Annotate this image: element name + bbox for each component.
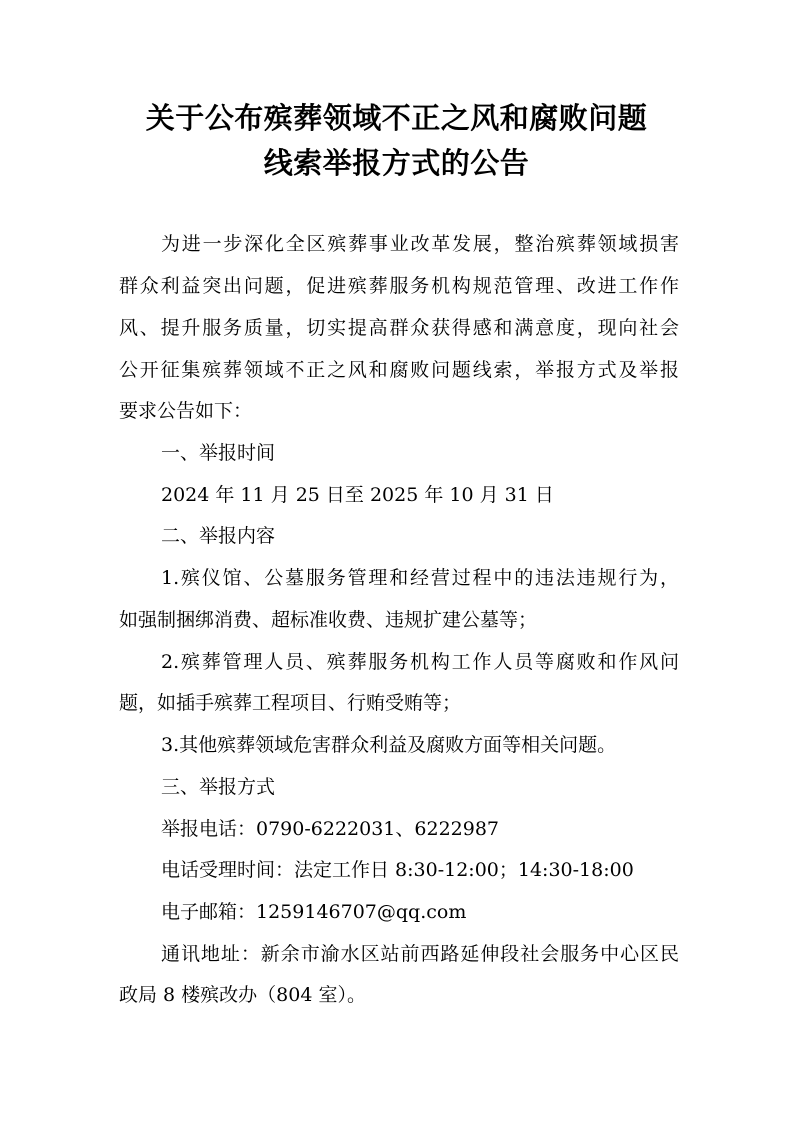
- title-line-2: 线索举报方式的公告: [263, 146, 530, 180]
- intro-line-4: 公开征集殡葬领域不正之风和腐败问题线索，举报方式及举报: [119, 359, 679, 381]
- section-heading-method: 三、举报方式: [161, 776, 276, 798]
- address-line-1: 通讯地址：新余市渝水区站前西路延伸段社会服务中心区民: [161, 943, 679, 965]
- content-item-1-line-2: 如强制捆绑消费、超标准收费、违规扩建公墓等；: [119, 609, 538, 631]
- phone-hours: 电话受理时间：法定工作日 8:30-12:00；14:30-18:00: [161, 859, 634, 881]
- intro-line-2: 群众利益突出问题，促进殡葬服务机构规范管理、改进工作作: [119, 275, 679, 297]
- content-item-2-line-1: 2.殡葬管理人员、殡葬服务机构工作人员等腐败和作风问: [161, 651, 679, 673]
- content-item-2-line-2: 题，如插手殡葬工程项目、行贿受贿等；: [119, 692, 462, 714]
- report-period: 2024 年 11 月 25 日至 2025 年 10 月 31 日: [161, 484, 554, 506]
- address-line-2: 政局 8 楼殡改办（804 室）。: [119, 984, 366, 1006]
- intro-line-1: 为进一步深化全区殡葬事业改革发展，整治殡葬领域损害: [161, 233, 679, 255]
- section-heading-content: 二、举报内容: [161, 525, 276, 547]
- content-item-1-line-1: 1.殡仪馆、公墓服务管理和经营过程中的违法违规行为，: [161, 567, 679, 589]
- report-phone: 举报电话：0790-6222031、6222987: [161, 818, 500, 840]
- report-email: 电子邮箱：1259146707@qq.com: [161, 901, 467, 923]
- intro-line-5: 要求公告如下：: [119, 400, 253, 422]
- intro-line-3: 风、提升服务质量，切实提高群众获得感和满意度，现向社会: [119, 317, 679, 339]
- content-item-3: 3.其他殡葬领域危害群众利益及腐败方面等相关问题。: [161, 734, 617, 756]
- title-line-1: 关于公布殡葬领域不正之风和腐败问题: [145, 101, 648, 135]
- section-heading-time: 一、举报时间: [161, 442, 276, 464]
